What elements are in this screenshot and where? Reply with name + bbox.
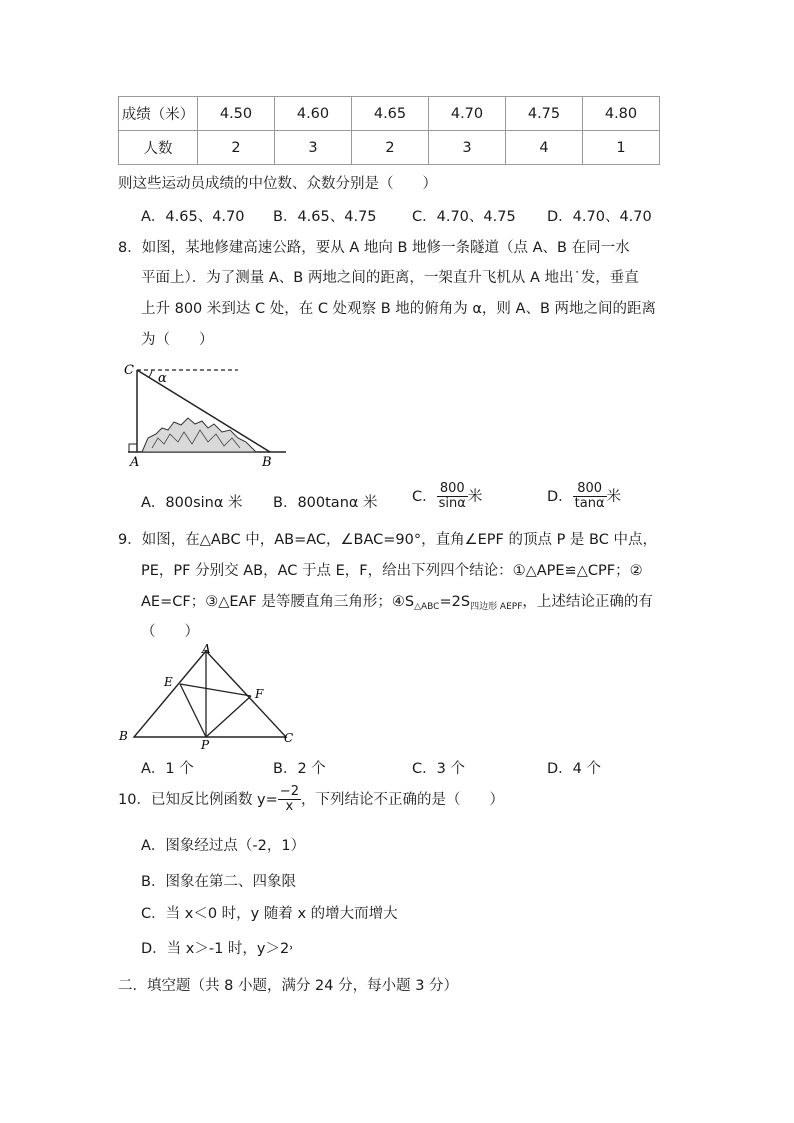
- table-cell: 4.65: [352, 97, 429, 131]
- q9-option-a: A．1 个: [141, 761, 194, 777]
- q8-option-d-unit: 米: [606, 488, 622, 505]
- q10-option-d: D．当 x＞-1 时，y＞2˒: [141, 941, 294, 957]
- label-c: C: [124, 363, 134, 378]
- table-cell: 4.70: [429, 97, 506, 131]
- fraction-denominator: sinα: [438, 496, 466, 512]
- table-cell: 2: [198, 131, 275, 165]
- q9-line-4: （ ）: [141, 624, 199, 640]
- label-alpha: α: [158, 371, 167, 386]
- table-header-score: 成绩（米）: [119, 97, 198, 131]
- q7-stem: 则这些运动员成绩的中位数、众数分别是（ ）: [118, 176, 437, 192]
- table-cell: 3: [429, 131, 506, 165]
- table-header-count: 人数: [119, 131, 198, 165]
- table-row-scores: [119, 97, 660, 131]
- q8-option-d-prefix: D．: [547, 488, 573, 505]
- q10-stem: [118, 785, 504, 815]
- subscript-abc: △ABC: [414, 602, 440, 612]
- q10-stem-part-b: ，下列结论不正确的是（ ）: [300, 791, 504, 808]
- q10-fraction: [278, 785, 301, 815]
- q8-option-a: A．800sinα 米: [141, 495, 243, 511]
- table-cell: 4: [506, 131, 583, 165]
- right-angle-mark: [129, 444, 137, 452]
- label-b: B: [262, 455, 272, 470]
- q8-line-2: 平面上）．为了测量 A、B 两地之间的距离，一架直升飞机从 A 地出˙发，垂直: [141, 270, 639, 286]
- label-a: A: [202, 642, 211, 656]
- q7-option-a: A．4.65、4.70: [141, 209, 245, 225]
- q9-line-3-part-c: ，上述结论正确的有: [522, 594, 653, 610]
- q9-option-b: B．2 个: [273, 761, 326, 777]
- angle-arc: [149, 370, 152, 377]
- table-cell: 2: [352, 131, 429, 165]
- q9-line-1: 9．如图，在△ABC 中，AB=AC，∠BAC=90°，直角∠EPF 的顶点 P 是 BC 中点，: [118, 532, 657, 548]
- q8-option-d-fraction: [573, 482, 607, 512]
- q10-stem-part-a: 10．已知反比例函数 y=: [118, 791, 278, 808]
- q9-option-c: C．3 个: [412, 761, 465, 777]
- segment-pe: [180, 684, 206, 737]
- fraction-numerator: 800: [437, 482, 468, 497]
- label-f: F: [255, 687, 264, 701]
- score-table: [118, 96, 660, 165]
- subscript-aepf: 四边形 AEPF: [470, 602, 523, 612]
- q8-line-1: 8．如图，某地修建高速公路，要从 A 地向 B 地修一条隧道（点 A、B 在同一水: [118, 240, 630, 256]
- q8-option-c-prefix: C．: [412, 488, 437, 505]
- table-cell: 1: [583, 131, 660, 165]
- q9-line-2: PE，PF 分别交 AB，AC 于点 E，F，给出下列四个结论：①△APE≌△CPF；②: [141, 563, 643, 579]
- fraction-numerator: −2: [279, 784, 299, 799]
- label-e: E: [164, 675, 173, 689]
- table-row-counts: [119, 131, 660, 165]
- q9-line-3-part-b: =2S: [439, 594, 471, 610]
- q10-option-b: B．图象在第二、四象限: [141, 874, 296, 890]
- table-cell: 4.75: [506, 97, 583, 131]
- q10-option-a: A．图象经过点（-2，1）: [141, 838, 306, 854]
- q8-figure: [118, 358, 288, 470]
- q8-option-c: [412, 482, 482, 512]
- q9-line-3-part-a: AE=CF；③△EAF 是等腰直角三角形；④S: [141, 594, 415, 610]
- segment-ef: [180, 684, 251, 696]
- label-b: B: [119, 729, 128, 743]
- q8-option-d: [547, 482, 621, 512]
- section-2-title: 二．填空题（共 8 小题，满分 24 分，每小题 3 分）: [118, 978, 459, 994]
- table-cell: 4.50: [198, 97, 275, 131]
- q8-line-4: 为（ ）: [141, 332, 214, 348]
- fraction-denominator: tanα: [574, 496, 605, 512]
- q7-option-d: D．4.70、4.70: [547, 209, 652, 225]
- table-cell: 4.60: [275, 97, 352, 131]
- fraction-denominator: x: [285, 799, 294, 815]
- q8-option-c-unit: 米: [467, 488, 483, 505]
- fraction-numerator: 800: [573, 482, 607, 497]
- table-cell: 4.80: [583, 97, 660, 131]
- q9-figure: [116, 641, 302, 751]
- segment-pf: [206, 696, 251, 737]
- table-cell: 3: [275, 131, 352, 165]
- q9-line-3: [141, 590, 653, 612]
- q8-line-3: 上升 800 米到达 C 处，在 C 处观察 B 地的俯角为 α，则 A、B 两地之间的距离: [141, 301, 656, 317]
- q9-option-d: D．4 个: [547, 761, 601, 777]
- q10-option-c: C．当 x＜0 时，y 随着 x 的增大而增大: [141, 906, 398, 922]
- q7-option-c: C．4.70、4.75: [412, 209, 516, 225]
- q8-option-c-fraction: [437, 482, 468, 512]
- q8-option-b: B．800tanα 米: [273, 495, 378, 511]
- q7-option-b: B．4.65、4.75: [273, 209, 377, 225]
- label-p: P: [201, 738, 210, 751]
- label-c: C: [284, 731, 294, 745]
- label-a: A: [130, 455, 140, 470]
